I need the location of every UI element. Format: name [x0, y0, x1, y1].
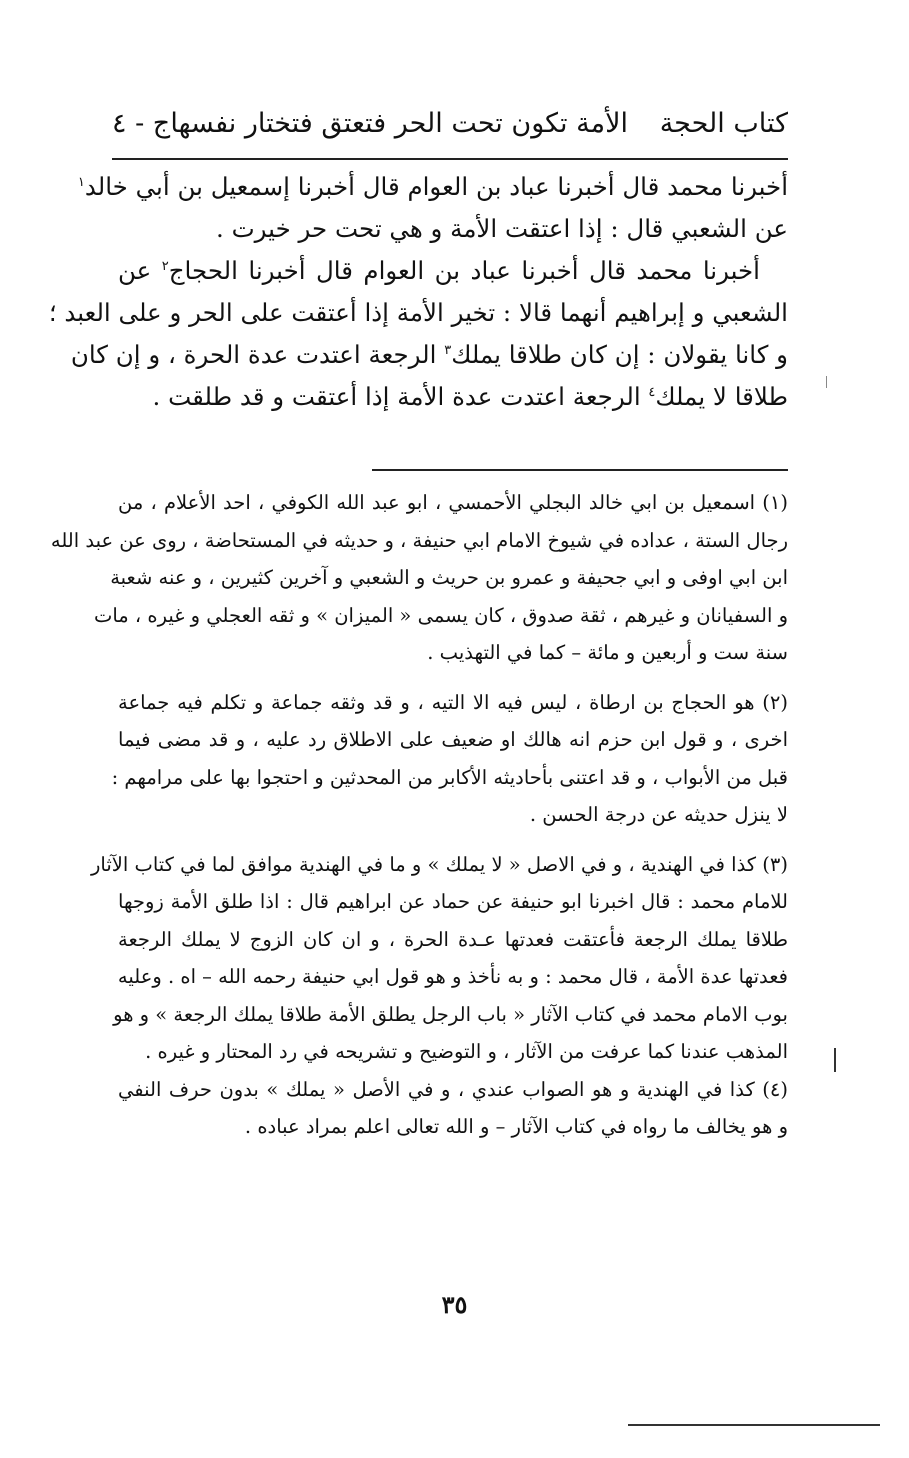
footnote-line: سنة ست و أربعين و مائة – كما في التهذيب . [427, 641, 788, 664]
margin-mark [834, 1048, 836, 1072]
footnote-line: (١) اسمعيل بن ابي خالد البجلي الأحمسي ، ابو عبد الله الكوفي ، احد الأعلام ، من [118, 491, 788, 514]
footnote-line: لا ينزل حديثه عن درجة الحسن . [529, 803, 788, 826]
text-line: طلاقا لا يملك$^٤$ الرجعة اعتدت عدة الأمة إذا أعتقت و قد طلقت . [152, 382, 788, 411]
footnote-marker: ٤ [648, 384, 656, 400]
footnote-line: و السفيانان و غيرهم ، ثقة صدوق ، كان يسمى « الميزان » و ثقه العجلي و غيره ، مات [93, 603, 788, 627]
footnote-line: (٢) هو الحجاج بن ارطاة ، ليس فيه الا التيه ، و قد وثقه جماعة و تكلم فيه جماعة [118, 690, 789, 714]
text-line: عن الشعبي قال : إذا اعتقت الأمة و هي تحت حر خيرت . [216, 214, 788, 243]
bottom-divider [628, 1424, 880, 1426]
footnote-3 [90, 846, 788, 1071]
footnote-line: ابن ابي اوفى و ابي جحيفة و عمرو بن حريث و الشعبي و آخرين كثيرين ، و عنه شعبة [110, 566, 788, 589]
footnote-marker: ٢ [161, 258, 169, 274]
footnote-line: اخرى ، و قول ابن حزم انه هالك او ضعيف على الاطلاق رد عليه ، و قد مضى فيما [118, 728, 788, 751]
header-chapter-title: الأمة تكون تحت الحر فتعتق فتختار نفسها [170, 108, 628, 139]
text-line: أخبرنا محمد قال أخبرنا عباد بن العوام قال أخبرنا إسمعيل بن أبي خالد$^١$ [77, 172, 788, 201]
footnote-4 [118, 1071, 788, 1146]
footnote-marker: ٣ [444, 342, 452, 358]
footnote-line: (٤) كذا في الهندية و هو الصواب عندي ، و في الأصل « يملك » بدون حرف النفي [118, 1077, 788, 1101]
main-text [48, 166, 788, 418]
footnote-line: قبل من الأبواب ، و قد اعتنى بأحاديثه الأكابر من المحدثين و احتجوا بها على مرامهم : [111, 765, 788, 789]
header-book-title: كتاب الحجة [659, 108, 788, 139]
footnote-line: للامام محمد : قال اخبرنا ابو حنيفة عن حماد عن ابراهيم قال : اذا طلق الأمة زوجها [118, 890, 788, 913]
footnote-line: و هو يخالف ما رواه في كتاب الآثار – و الله تعالى اعلم بمراد عباده . [244, 1115, 788, 1138]
text-line: أخبرنا محمد قال أخبرنا عباد بن العوام قال أخبرنا الحجاج$^٢$ عن [118, 256, 760, 285]
footnote-line: رجال الستة ، عداده في شيوخ الامام ابي حنيفة ، و حديثه في المستحاضة ، روى عن عبد الله [50, 528, 788, 552]
footnotes [50, 484, 789, 1146]
footnote-1 [50, 484, 788, 672]
footnote-marker: ١ [77, 174, 85, 190]
text-line: الشعبي و إبراهيم أنهما قالا : تخير الأمة إذا أعتقت على الحر و على العبد ؛ [48, 298, 788, 327]
footnote-line: (٣) كذا في الهندية ، و في الاصل « لا يملك » و ما في الهندية موافق لما في كتاب الآثار [90, 852, 788, 876]
footnote-line: طلاقا يملك الرجعة فأعتقت فعدتها عـدة الحرة ، و ان كان الزوج لا يملك الرجعة [118, 927, 788, 951]
running-header [112, 98, 788, 154]
footnote-line: فعدتها عدة الأمة ، قال محمد : و به نأخذ و هو قول ابي حنيفة رحمه الله – اه . وعليه [117, 965, 788, 988]
margin-mark [826, 376, 827, 388]
footnote-line: بوب الامام محمد في كتاب الآثار « باب الرجل يطلق الأمة طلاقا يملك الرجعة » و هو [113, 1002, 788, 1026]
header-divider [112, 158, 788, 160]
footnote-2 [111, 684, 789, 834]
page-number: ٣٥ [441, 1290, 468, 1319]
footnote-line: المذهب عندنا كما عرفت من الآثار ، و التوضيح و تشريحه في رد المحتار و غيره . [145, 1040, 788, 1063]
footnote-divider [372, 469, 788, 471]
text-line: و كانا يقولان : إن كان طلاقا يملك$^٣$ الرجعة اعتدت عدة الحرة ، و إن كان [70, 340, 788, 369]
header-volume-number: ج - ٤ [112, 108, 171, 139]
